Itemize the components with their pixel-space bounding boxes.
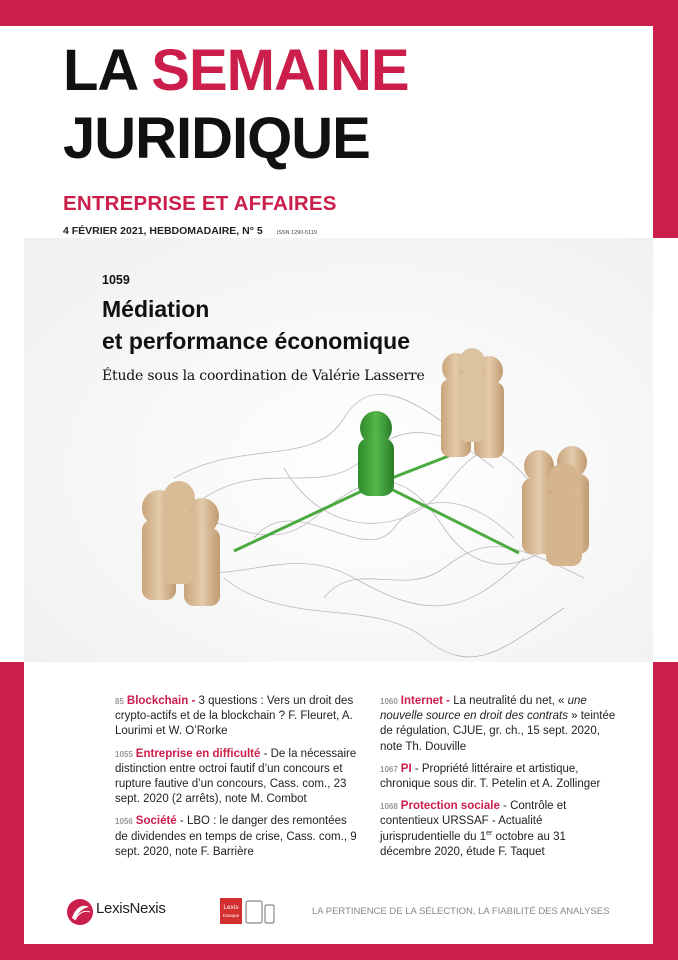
entry-keyword: Protection sociale: [400, 800, 500, 813]
edition-title: ENTREPRISE ET AFFAIRES: [63, 192, 337, 215]
kiosque-label-2: Kiosque: [222, 913, 240, 918]
entry-number: 1067: [380, 764, 398, 774]
summary-entry: [380, 694, 620, 755]
right-brand-bar-top: [653, 26, 678, 238]
entry-keyword: PI: [400, 762, 412, 775]
entry-text: 3 questions : Vers un droit des crypto-actifs et de la blockchain ? F. Fleuret, A. Lourimi et W. O’Rorke: [115, 695, 354, 738]
masthead-la: LA: [63, 38, 137, 103]
entry-text: » teintée de régulation, CJUE, gr. ch., 15 sept. 2020, note Th. Douville: [380, 710, 616, 753]
bottom-brand-bar: [0, 944, 678, 960]
lexisnexis-logo-icon: [66, 898, 94, 926]
issue-dateline: [63, 225, 317, 237]
entry-keyword: Société: [135, 815, 177, 828]
feature-subtitle: Étude sous la coordination de Valérie Lasserre: [102, 368, 425, 384]
issue-date: 4 FÉVRIER 2021, HEBDOMADAIRE, N° 5: [63, 225, 263, 237]
lexis-kiosque-icon: [220, 896, 276, 926]
summary-entry: [115, 747, 360, 808]
masthead-line-1: [63, 38, 409, 103]
feature-title-line-1: Médiation: [102, 296, 210, 322]
feature-title-line-2: et performance économique: [102, 328, 411, 354]
top-brand-bar: [0, 0, 678, 26]
entry-number: 1060: [380, 697, 398, 706]
entry-number: 85: [115, 697, 124, 706]
entry-text: La neutralité du net, «: [450, 695, 568, 707]
summary-entry: [380, 762, 620, 792]
summary-entry: [115, 814, 360, 860]
right-brand-bar: [653, 662, 678, 960]
summary-right-column: [380, 694, 620, 867]
footer-tagline: LA PERTINENCE DE LA SÉLECTION, LA FIABILITÉ DES ANALYSES: [312, 906, 610, 917]
entry-text: octobre au 31 décembre 2020, étude F. Taquet: [380, 830, 566, 858]
entry-number: 1056: [115, 817, 133, 827]
summary-left-column: [115, 694, 360, 867]
top-right-wooden-figures: [441, 348, 504, 458]
feature-number: 1059: [102, 273, 130, 287]
publisher-name: LexisNexis: [96, 900, 166, 917]
summary-entry: [380, 799, 620, 860]
entry-text: - Contrôle et contentieux URSSAF - Actualité jurisprudentielle du 1: [380, 800, 567, 843]
masthead-semaine: SEMAINE: [151, 38, 409, 103]
kiosque-label: Lexis: [223, 904, 239, 911]
issn: ISSN 1290-5119: [276, 230, 317, 236]
entry-text: - LBO : le danger des remontées de dividendes en temps de crise, Cass. com., 9 sept. 2020, note F. Barrière: [115, 815, 357, 858]
entry-keyword: Internet -: [400, 695, 450, 707]
entry-text: - De la nécessaire distinction entre octroi fautif d’un concours et rupture fautive d’un concours, Cass. com., 23 sept. 2020 (2 arrêts), note M. Combot: [115, 747, 357, 806]
left-brand-bar: [0, 662, 24, 960]
entry-keyword: Blockchain -: [126, 695, 196, 707]
green-central-figure: [358, 411, 394, 496]
masthead-line-2: JURIDIQUE: [63, 106, 370, 171]
entry-text: - Propriété littéraire et artistique, chronique sous dir. T. Petelin et A. Zollinger: [380, 762, 601, 791]
entry-superscript: er: [486, 829, 493, 837]
entry-italic-text: une nouvelle source en droit des contrats: [380, 695, 587, 723]
entry-keyword: Entreprise en difficulté: [135, 747, 261, 760]
summary-entry: [115, 694, 360, 740]
entry-number: 1068: [380, 802, 398, 812]
entry-number: 1055: [115, 749, 133, 759]
